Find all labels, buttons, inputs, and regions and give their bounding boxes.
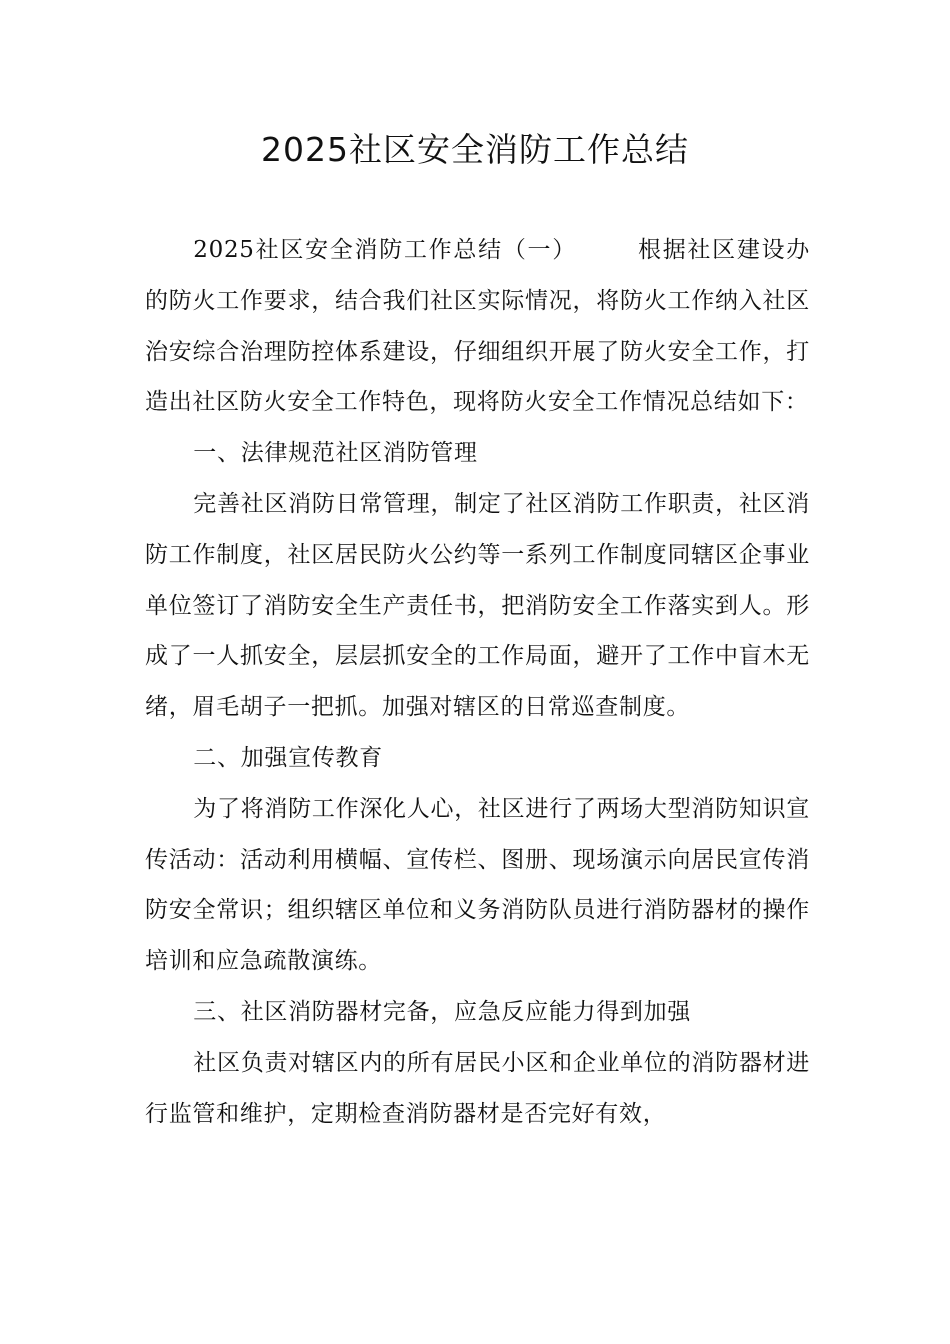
- section-heading: 三、社区消防器材完备，应急反应能力得到加强: [193, 998, 691, 1025]
- section-heading: 一、法律规范社区消防管理: [193, 440, 478, 467]
- section-paragraph: 完善社区消防日常管理，制定了社区消防工作职责，社区消防工作制度，社区居民防火公约等一系列工作制度同辖区企事业单位签订了消防安全生产责任书，把消防安全工作落实到人。形成了一人抓安全，层层抓安全的工作局面，避开了工作中盲木无绪，眉毛胡子一把抓。加强对辖区的日常巡查制度。: [145, 490, 810, 721]
- intro-heading: 2025社区安全消防工作总结（一）: [193, 237, 577, 263]
- section-paragraph: 为了将消防工作深化人心，社区进行了两场大型消防知识宣传活动：活动利用横幅、宣传栏、图册、现场演示向居民宣传消防安全常识；组织辖区单位和义务消防队员进行消防器材的操作培训和应急疏散演练。: [145, 795, 810, 975]
- intro-text: 根据社区建设办的防火工作要求，结合我们社区实际情况，将防火工作纳入社区治安综合治理防控体系建设，仔细组织开展了防火安全工作，打造出社区防火安全工作特色，现将防火安全工作情况总结如下：: [145, 237, 811, 416]
- section-paragraph: 社区负责对辖区内的所有居民小区和企业单位的消防器材进行监管和维护，定期检查消防器材是否完好有效，: [145, 1049, 810, 1127]
- section-heading: 二、加强宣传教育: [193, 744, 383, 771]
- intro-paragraph: [145, 225, 810, 428]
- document-body: [145, 225, 810, 1139]
- document-title: 2025社区安全消防工作总结: [261, 130, 689, 169]
